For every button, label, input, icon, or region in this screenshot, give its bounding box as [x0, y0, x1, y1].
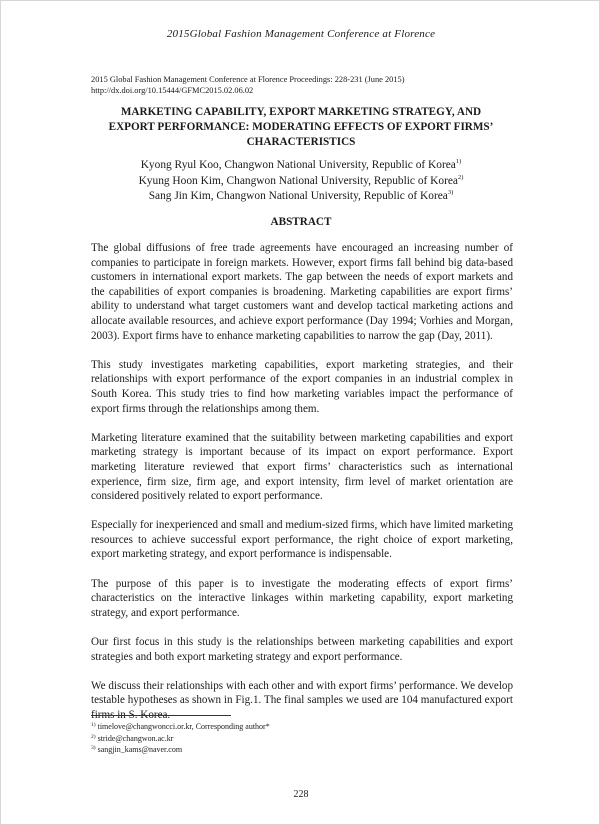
footnotes: [91, 721, 511, 756]
paper-title: [81, 105, 521, 150]
footnote-mark: 1): [91, 722, 96, 728]
author-line: [81, 174, 521, 190]
footnote: [91, 721, 511, 733]
proceedings-line: 2015 Global Fashion Management Conference at Florence Proceedings: 228-231 (June 2015): [91, 75, 405, 84]
abstract-body: [91, 241, 513, 737]
paragraph: Marketing literature examined that the suitability between marketing capabilities and export marketing strategy is important because of its impact on export performance. Export marketing literature reviewed that export firms’ characteristics such as international experience, firm size, firm age, and export intensity, firm level of market orientation are considered positively related to export performance.: [91, 431, 513, 503]
footnote-mark: 2): [91, 733, 96, 740]
footnote-divider: [91, 715, 231, 716]
paragraph: This study investigates marketing capabilities, export marketing strategies, and their relationships with export performance of the export companies in an industrial complex in South Korea. This study tries to find how marketing variables impact the performance of export firms through the relationships among them.: [91, 358, 513, 415]
author-name: Kyong Ryul Koo, Changwon National University, Republic of Korea: [140, 159, 456, 171]
footnote: [91, 733, 511, 745]
doi-link[interactable]: http://dx.doi.org/10.15444/GFMC2015.02.06.02: [91, 86, 254, 95]
author-name: Kyung Hoon Kim, Changwon National University, Republic of Korea: [138, 174, 458, 187]
paragraph: The global diffusions of free trade agreements have encouraged an increasing number of companies to participate in foreign markets. However, export firms fall behind big data-based customers in international export markets. The gap between the needs of export markets and the capabilities of export companies is broadening. Marketing capabilities are export firms’ ability to understand what target customers want and develop tactical marketing actions and allocate available resources, and achieve export performance (Day 1994; Vorhies and Morgan, 2003). Export firms have to enhance marketing capabilities to narrow the gap (Day, 2011).: [91, 242, 513, 342]
footnote-mark: 3): [447, 189, 454, 196]
paragraph: We discuss their relationships with each other and with export firms’ performance. We develop testable hypotheses as shown in Fig.1. The final samples we used are 104 manufactured export firms in S. Korea.: [91, 679, 513, 721]
proceedings-citation: [91, 74, 531, 96]
title-line: EXPORT PERFORMANCE: MODERATING EFFECTS OF EXPORT FIRMS’: [108, 121, 494, 133]
author-list: [81, 158, 521, 205]
title-line: CHARACTERISTICS: [246, 136, 356, 148]
footnote: [91, 744, 511, 756]
paragraph: Our first focus in this study is the relationships between marketing capabilities and export strategies and both export marketing strategy and export performance.: [91, 636, 513, 663]
author-line: [81, 158, 521, 174]
paragraph: The purpose of this paper is to investigate the moderating effects of export firms’ characteristics on the interactive linkages within marketing capability, export marketing strategy, and export performance.: [91, 577, 513, 619]
footnote-text: timelove@changwoncci.or.kr, Corresponding author*: [95, 722, 270, 731]
footnote-text: stride@changwon.ac.kr: [95, 733, 174, 743]
abstract-heading: ABSTRACT: [270, 216, 332, 228]
author-name: Sang Jin Kim, Changwon National University, Republic of Korea: [148, 190, 448, 202]
footnote-mark: 1): [455, 158, 462, 165]
footnote-mark: 3): [91, 745, 96, 751]
title-line: MARKETING CAPABILITY, EXPORT MARKETING STRATEGY, AND: [120, 106, 482, 118]
paragraph: Especially for inexperienced and small and medium-sized firms, which have limited marketing resources to achieve successful export performance, the right choice of export marketing, export marketing strategy, and export performance is indispensable.: [91, 519, 513, 561]
footnote-text: sangjin_kams@naver.com: [95, 745, 183, 754]
page-number: 228: [293, 789, 309, 800]
running-header: 2015Global Fashion Management Conference at Florence: [166, 28, 436, 40]
author-line: [81, 189, 521, 205]
footnote-mark: 2): [458, 173, 464, 181]
